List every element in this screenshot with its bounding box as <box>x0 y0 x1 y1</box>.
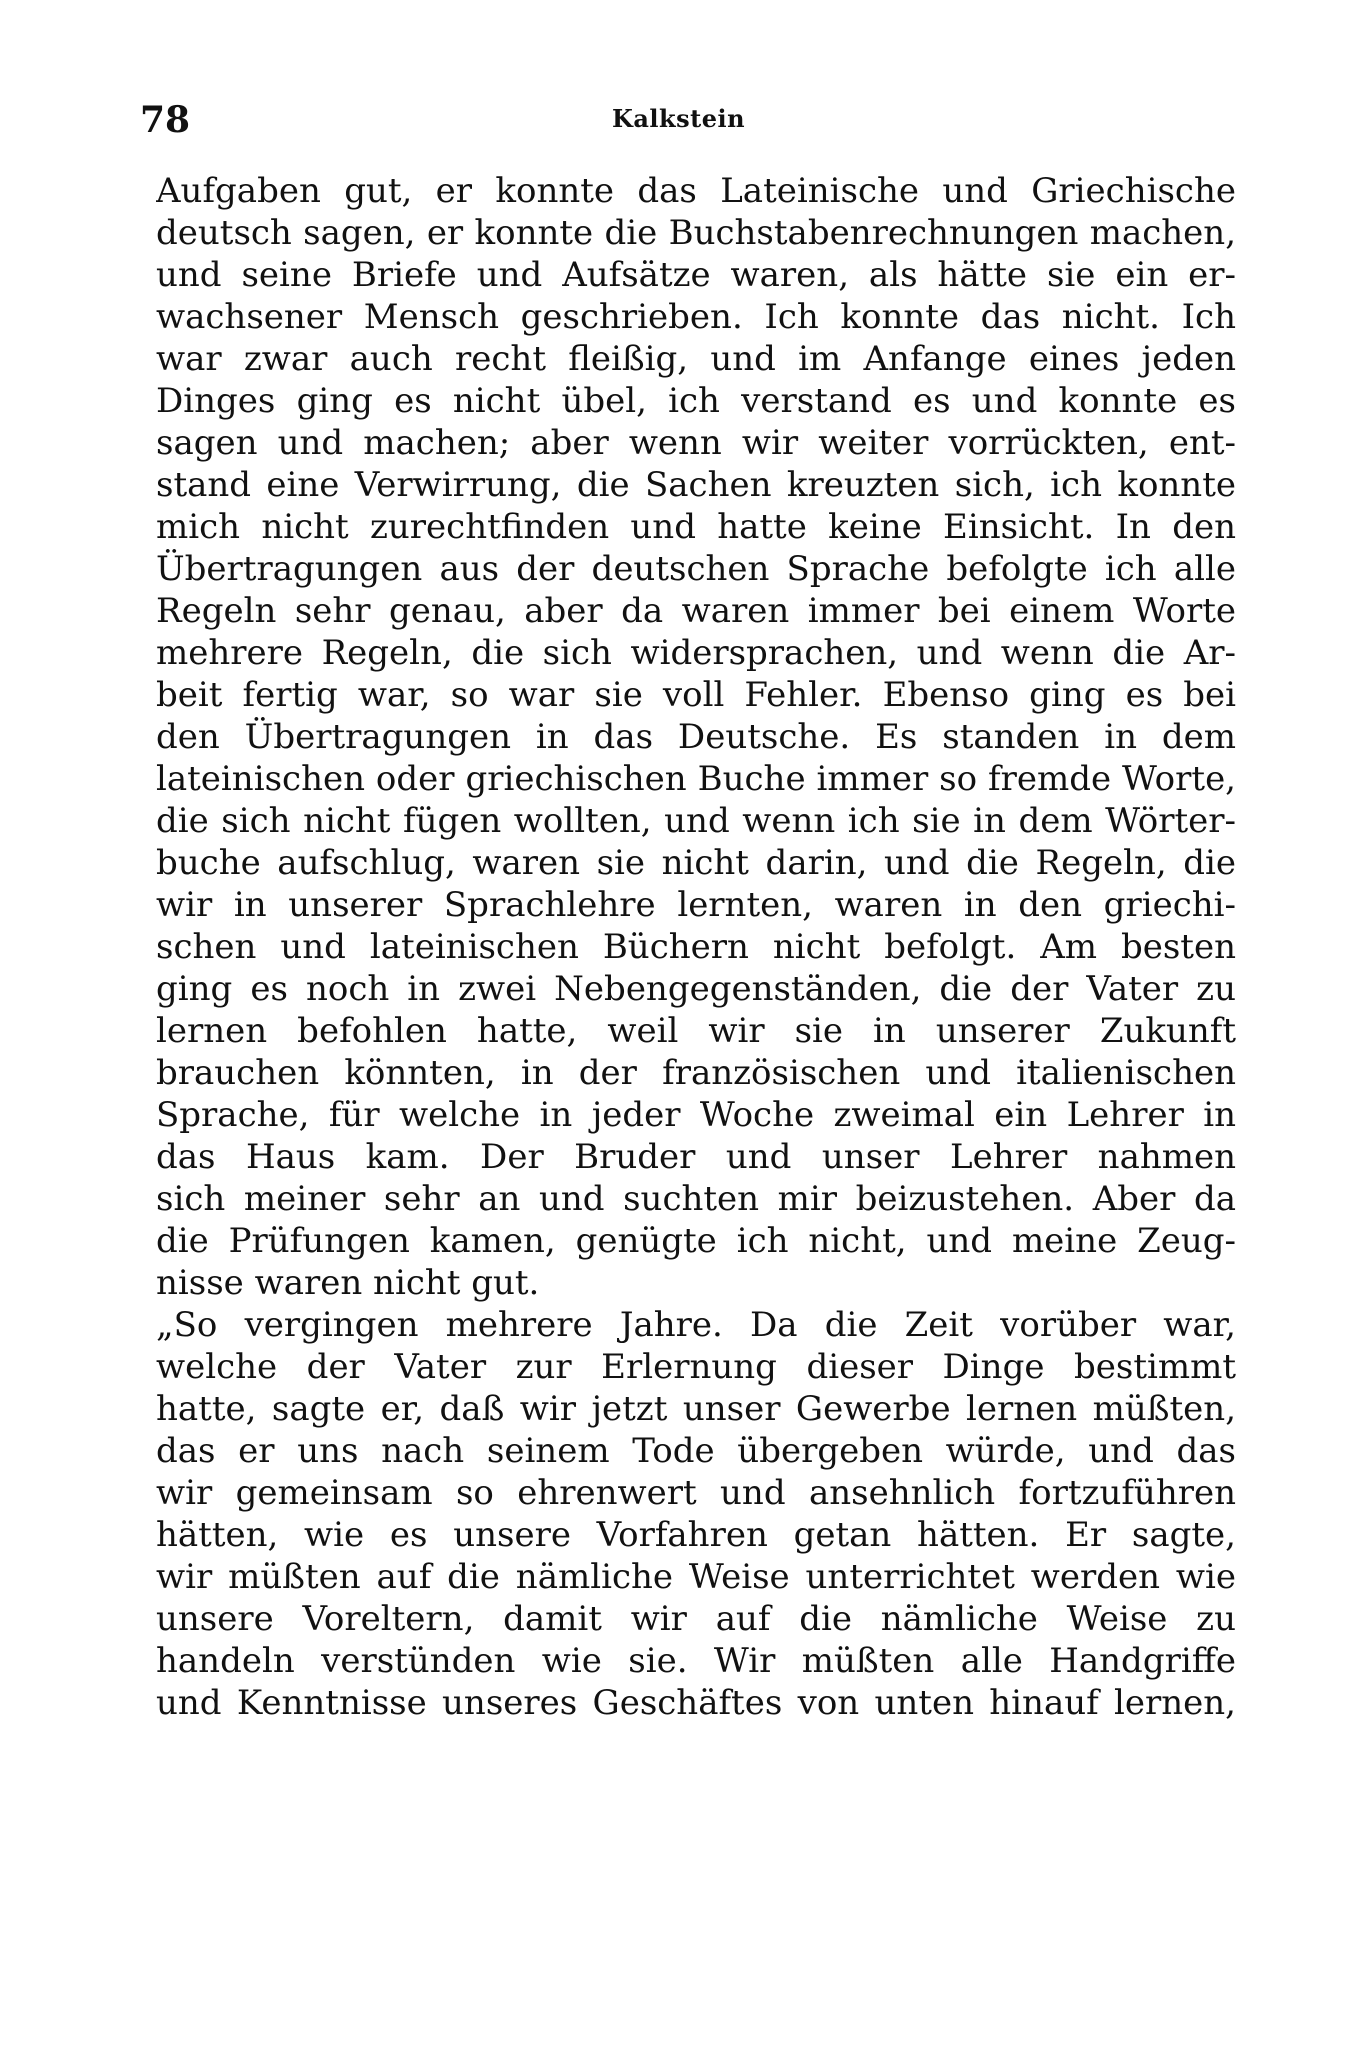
text-line: Übertragungen aus der deutschen Sprache befolgte ich alle <box>156 549 1236 589</box>
text-line: die Prüfungen kamen, genügte ich nicht, und meine Zeug- <box>156 1221 1236 1261</box>
text-line: stand eine Verwirrung, die Sachen kreuzten sich, ich konnte <box>156 465 1236 505</box>
text-line: war zwar auch recht fleißig, und im Anfange eines jeden <box>156 339 1236 379</box>
text-line: ging es noch in zwei Nebengegenständen, die der Vater zu <box>156 969 1236 1009</box>
text-line: wachsener Mensch geschrieben. Ich konnte das nicht. Ich <box>156 297 1236 337</box>
paragraph-end-line: nisse waren nicht gut. <box>156 1263 540 1303</box>
text-line: hatte, sagte er, daß wir jetzt unser Gewerbe lernen müßten, <box>156 1389 1236 1429</box>
text-line: sagen und machen; aber wenn wir weiter vorrückten, ent- <box>156 423 1236 463</box>
text-line: schen und lateinischen Büchern nicht befolgt. Am besten <box>156 927 1236 967</box>
text-line: mich nicht zurechtfinden und hatte keine Einsicht. In den <box>156 507 1236 547</box>
text-line: welche der Vater zur Erlernung dieser Dinge bestimmt <box>156 1347 1236 1387</box>
running-head: Kalkstein <box>611 104 746 133</box>
page-number: 78 <box>140 99 191 141</box>
text-line: wir müßten auf die nämliche Weise unterrichtet werden wie <box>156 1557 1236 1597</box>
text-line: Sprache, für welche in jeder Woche zweimal ein Lehrer in <box>156 1095 1236 1135</box>
text-line: Aufgaben gut, er konnte das Lateinische und Griechische <box>156 171 1236 211</box>
text-line: brauchen könnten, in der französischen und italienischen <box>156 1053 1236 1093</box>
text-line: das Haus kam. Der Bruder und unser Lehrer nahmen <box>156 1137 1236 1177</box>
text-line: wir in unserer Sprachlehre lernten, waren in den griechi- <box>156 885 1236 925</box>
text-line: lateinischen oder griechischen Buche immer so fremde Worte, <box>156 759 1236 799</box>
text-line: die sich nicht fügen wollten, und wenn ich sie in dem Wörter- <box>156 801 1236 841</box>
text-line: lernen befohlen hatte, weil wir sie in unserer Zukunft <box>156 1011 1236 1051</box>
text-line: unsere Voreltern, damit wir auf die nämliche Weise zu <box>156 1599 1236 1639</box>
body-text <box>156 170 1236 1724</box>
text-line: deutsch sagen, er konnte die Buchstabenrechnungen machen, <box>156 213 1236 253</box>
paragraph-start-line: „So vergingen mehrere Jahre. Da die Zeit vorüber war, <box>156 1305 1236 1345</box>
text-line: hätten, wie es unsere Vorfahren getan hätten. Er sagte, <box>156 1515 1236 1555</box>
text-line: mehrere Regeln, die sich widersprachen, und wenn die Ar- <box>156 633 1236 673</box>
text-line: Dinges ging es nicht übel, ich verstand es und konnte es <box>156 381 1236 421</box>
text-line: Regeln sehr genau, aber da waren immer bei einem Worte <box>156 591 1236 631</box>
text-line: sich meiner sehr an und suchten mir beizustehen. Aber da <box>156 1179 1236 1219</box>
text-line: und seine Briefe und Aufsätze waren, als hätte sie ein er- <box>156 255 1236 295</box>
text-line: das er uns nach seinem Tode übergeben würde, und das <box>156 1431 1236 1471</box>
text-line: den Übertragungen in das Deutsche. Es standen in dem <box>156 717 1236 757</box>
text-line: und Kenntnisse unseres Geschäftes von unten hinauf lernen, <box>156 1683 1236 1723</box>
text-line: buche aufschlug, waren sie nicht darin, und die Regeln, die <box>156 843 1236 883</box>
text-line: beit fertig war, so war sie voll Fehler. Ebenso ging es bei <box>156 675 1236 715</box>
text-line: handeln verstünden wie sie. Wir müßten alle Handgriffe <box>156 1641 1236 1681</box>
text-line: wir gemeinsam so ehrenwert und ansehnlich fortzuführen <box>156 1473 1236 1513</box>
